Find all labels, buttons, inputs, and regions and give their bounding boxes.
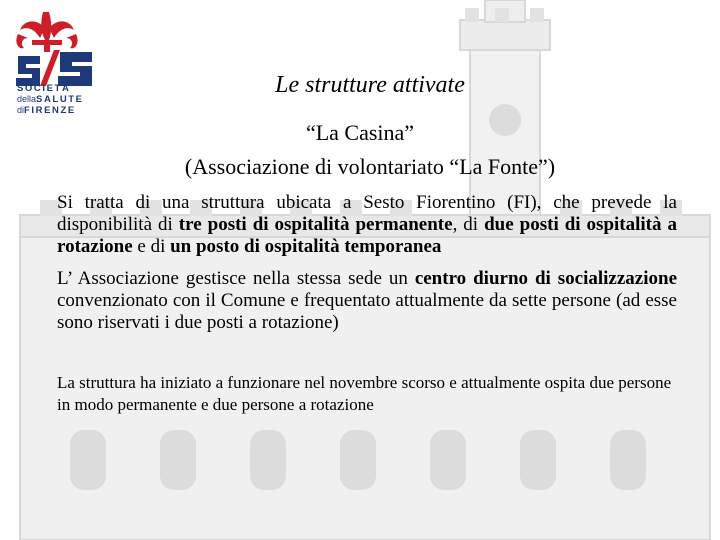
paragraph-1-text-2: , di bbox=[452, 214, 485, 235]
paragraph-1-bold-1: tre posti di ospitalità permanente bbox=[178, 214, 453, 235]
paragraph-1-bold-3: un posto di ospitalità temporanea bbox=[170, 236, 442, 257]
paragraph-association-center bbox=[57, 268, 677, 334]
logo-line-3: FIRENZE bbox=[24, 105, 76, 116]
slide-subtitle-association: (Associazione di volontariato “La Fonte”) bbox=[184, 154, 556, 179]
logo-line-2-small: della bbox=[17, 94, 37, 104]
logo-line-3-small: di bbox=[17, 105, 25, 115]
paragraph-structure-description bbox=[57, 192, 677, 258]
paragraph-status: La struttura ha iniziato a funzionare nel novembre scorso e attualmente ospita due persone in modo permanente e due persone a rotazione bbox=[57, 373, 672, 414]
slide-title: Le strutture attivate bbox=[275, 72, 465, 98]
slide-subtitle-casina: “La Casina” bbox=[305, 120, 415, 145]
paragraph-1-bold-2: due posti di ospitalità a rotazione bbox=[57, 214, 678, 257]
paragraph-2-text-1: L’ Associazione gestisce nella stessa sede un bbox=[57, 268, 415, 289]
paragraph-2-text-2: convenzionato con il Comune e frequentato attualmente da sette persone (ad esse sono riservati i due posti a rotazione) bbox=[57, 290, 677, 333]
paragraph-1-text-3: e di bbox=[132, 236, 171, 257]
logo-line-1: SOCIETÀ bbox=[17, 83, 71, 94]
paragraph-1-text-1: Si tratta di una struttura ubicata a Sesto Fiorentino (FI), che prevede la disponibilità di bbox=[57, 192, 677, 235]
logo-line-2: SALUTE bbox=[36, 94, 84, 105]
florentine-lily-icon bbox=[16, 12, 77, 52]
paragraph-2-bold-1: centro diurno di socializzazione bbox=[414, 268, 677, 289]
